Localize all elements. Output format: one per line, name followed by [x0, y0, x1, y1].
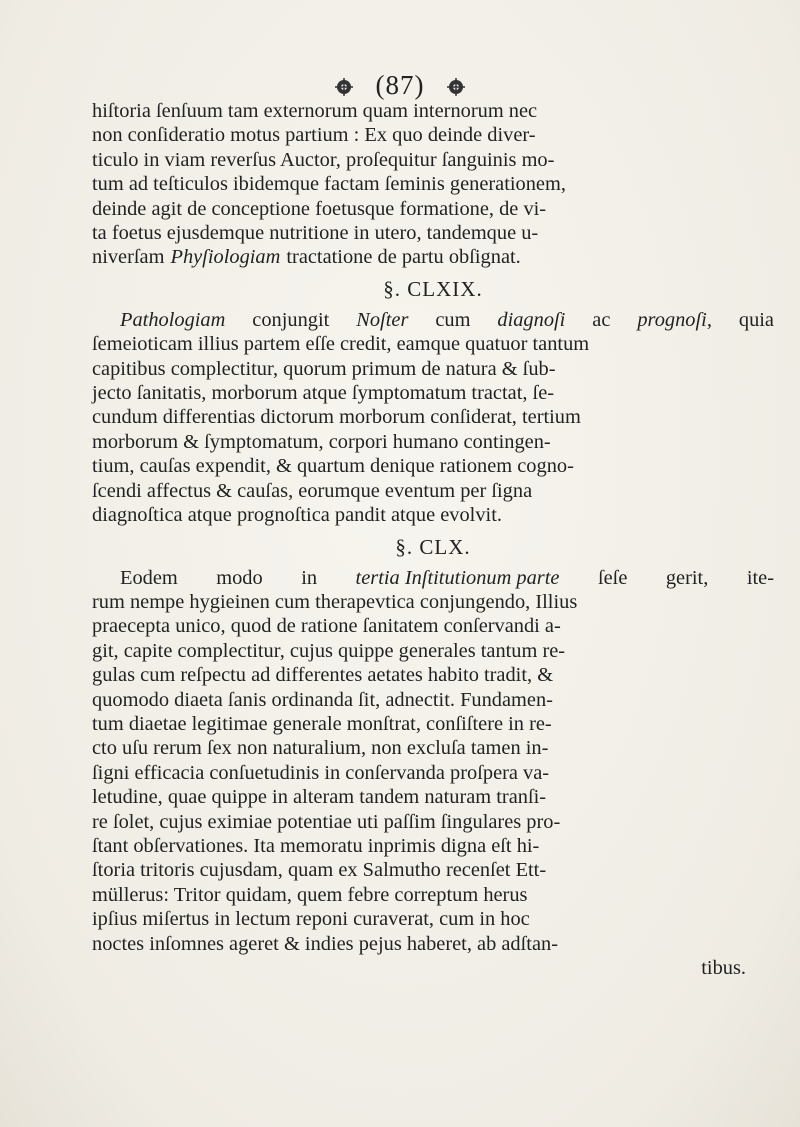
text-line: ipſius miſertus in lectum reponi curaverat, cum in hoc [92, 908, 530, 931]
text-line: ta foetus ejusdemque nutritione in utero, tandemque u- [92, 222, 539, 245]
text-line: tum diaetae legitimae generale monſtrat, conſiſtere in re- [92, 712, 552, 735]
text-line: tium, cauſas expendit, & quartum denique rationem cogno- [92, 455, 574, 478]
text-line: rum nempe hygieinen cum therapevtica conjungendo, Illius [92, 590, 578, 613]
text-line: letudine, quae quippe in alteram tandem naturam tranſi- [92, 786, 547, 809]
text-line: hiſtoria ſenſuum tam externorum quam internorum nec [92, 100, 538, 122]
text-line: git, capite complectitur, cujus quippe generales tantum re- [92, 639, 566, 662]
text-line: tum ad teſticulos ibidemque factam ſeminis generationem, [92, 173, 566, 196]
text-line: gulas cum reſpectu ad differentes aetates habito tradit, & [92, 664, 554, 687]
text-line: jecto ſanitatis, morborum atque ſymptomatum tractat, ſe- [92, 382, 555, 405]
text-line: re ſolet, cujus eximiae potentiae uti paſſim ſingulares pro- [92, 810, 561, 833]
page-number: (87) [375, 70, 425, 100]
text-line: ſigni efficacia conſuetudinis in conſervanda proſpera va- [92, 761, 550, 784]
text-line: Eodem modo in tertia Inſtitutionum parte ſeſe gerit, ite- [120, 566, 774, 589]
text-line: noctes inſomnes ageret & indies pejus haberet, ab adſtan- [92, 932, 558, 955]
fleuron-right-icon [446, 77, 466, 97]
text-line: ticulo in viam reverſus Auctor, proſequitur ſanguinis mo- [92, 148, 555, 171]
text-line: cundum differentias dictorum morborum conſiderat, tertium [92, 406, 581, 429]
text-line: deinde agit de conceptione foetusque formatione, de vi- [92, 197, 547, 220]
text-line: niverſam Phyſiologiam tractatione de partu obſignat. [92, 246, 521, 269]
text-line: Pathologiam conjungit Noſter cum diagnoſi ac prognoſi, quia [120, 308, 774, 331]
fleuron-left-icon [334, 77, 354, 97]
text-line: ſtant obſervationes. Ita memoratu inprimis digna eſt hi- [92, 834, 540, 857]
text-line: ſtoria tritoris cujusdam, quam ex Salmutho recenſet Ett- [92, 859, 547, 882]
text-line: ſcendi affectus & cauſas, eorumque eventum per ſigna [92, 479, 533, 502]
text-line: capitibus complectitur, quorum primum de natura & ſub- [92, 357, 556, 380]
text-line: non conſideratio motus partium : Ex quo deinde diver- [92, 124, 536, 147]
paragraph-physiology [92, 99, 774, 980]
text-line: praecepta unico, quod de ratione ſanitatem conſervandi a- [92, 615, 561, 638]
catchword: tibus. [701, 957, 746, 979]
text-line: müllerus: Tritor quidam, quem febre correptum herus [92, 883, 528, 906]
text-line: diagnoſtica atque prognoſtica pandit atque evolvit. [92, 504, 502, 527]
text-line: ſemeioticam illius partem eſſe credit, eamque quatuor tantum [92, 333, 590, 356]
page-header [0, 70, 800, 101]
text-line: quomodo diaeta ſanis ordinanda ſit, adnectit. Fundamen- [92, 688, 553, 711]
text-line: cto uſu rerum ſex non naturalium, non excluſa tamen in- [92, 737, 549, 760]
section-heading: §. CLXIX. [383, 276, 483, 301]
text-line: morborum & ſymptomatum, corpori humano contingen- [92, 430, 551, 453]
section-heading: §. CLX. [395, 534, 471, 559]
